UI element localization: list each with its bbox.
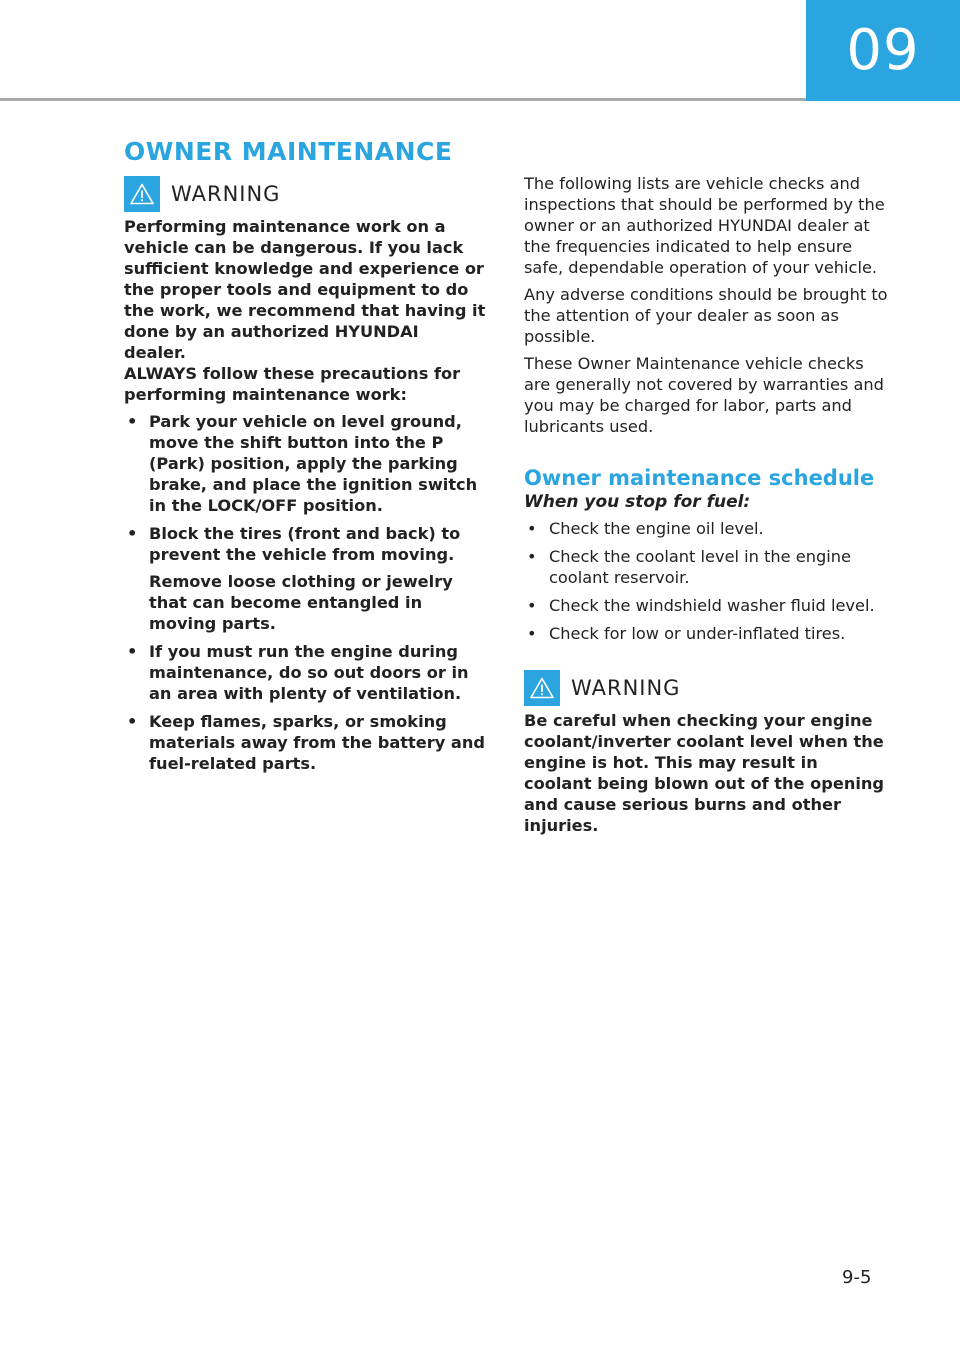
precaution-list: [124, 411, 486, 565]
paragraph: The following lists are vehicle checks and inspections that should be performed by the owner or an authorized HYUNDAI dealer at the frequencies indicated to help ensure safe, dependable operation of your vehicle.: [524, 174, 885, 277]
chapter-number: 09: [846, 18, 920, 83]
sub-paragraph: Remove loose clothing or jewelry that can become entangled in moving parts.: [149, 572, 453, 633]
warning-triangle-icon: [124, 176, 160, 212]
precaution-list-2: [124, 641, 486, 774]
schedule-title: Owner maintenance schedule: [524, 466, 875, 490]
coolant-warning-text: Be careful when checking your engine coolant/inverter coolant level when the engine is hot. This may result in coolant being blown out of the opening and cause serious burns and other injuries.: [524, 711, 885, 835]
precaution-lead: ALWAYS follow these precautions for performing maintenance work:: [124, 364, 461, 404]
fuel-checklist: [524, 518, 890, 644]
list-item: • Block the tires (front and back) to prevent the vehicle from moving.: [127, 524, 461, 564]
header-rule: [0, 98, 806, 101]
list-item: • If you must run the engine during maintenance, do so out doors or in an area with plenty of ventilation.: [127, 642, 469, 703]
list-item: • Check for low or under-inflated tires.: [527, 624, 846, 643]
list-item: • Park your vehicle on level ground, move the shift button into the P (Park) position, apply the parking brake, and place the ignition switch in the LOCK/OFF position.: [127, 412, 478, 515]
fuel-heading: When you stop for fuel:: [524, 492, 751, 512]
page-number: 9-5: [842, 1267, 872, 1288]
warning-header-2: [524, 670, 890, 706]
warning-label: WARNING: [571, 676, 681, 700]
list-item: • Keep flames, sparks, or smoking materials away from the battery and fuel-related parts.: [127, 712, 485, 773]
paragraph: These Owner Maintenance vehicle checks are generally not covered by warranties and you may be charged for labor, parts and lubricants used.: [524, 354, 884, 436]
section-title: OWNER MAINTENANCE: [124, 137, 453, 166]
warning-label: WARNING: [171, 182, 281, 206]
warning-intro: Performing maintenance work on a vehicle can be dangerous. If you lack sufficient knowledge and experience or the proper tools and equipment to do the work, we recommend that having it done by an authorized HYUNDAI dealer.: [124, 217, 486, 362]
list-item: • Check the windshield washer fluid level.: [527, 596, 875, 615]
warning-triangle-icon: [524, 670, 560, 706]
list-item: • Check the engine oil level.: [527, 519, 764, 538]
warning-header: [124, 176, 486, 212]
chapter-tab: [806, 0, 960, 101]
left-column: [124, 176, 486, 781]
right-column: [524, 173, 890, 836]
paragraph: Any adverse conditions should be brought to the attention of your dealer as soon as possible.: [524, 285, 888, 346]
list-item: • Check the coolant level in the engine coolant reservoir.: [527, 547, 851, 587]
